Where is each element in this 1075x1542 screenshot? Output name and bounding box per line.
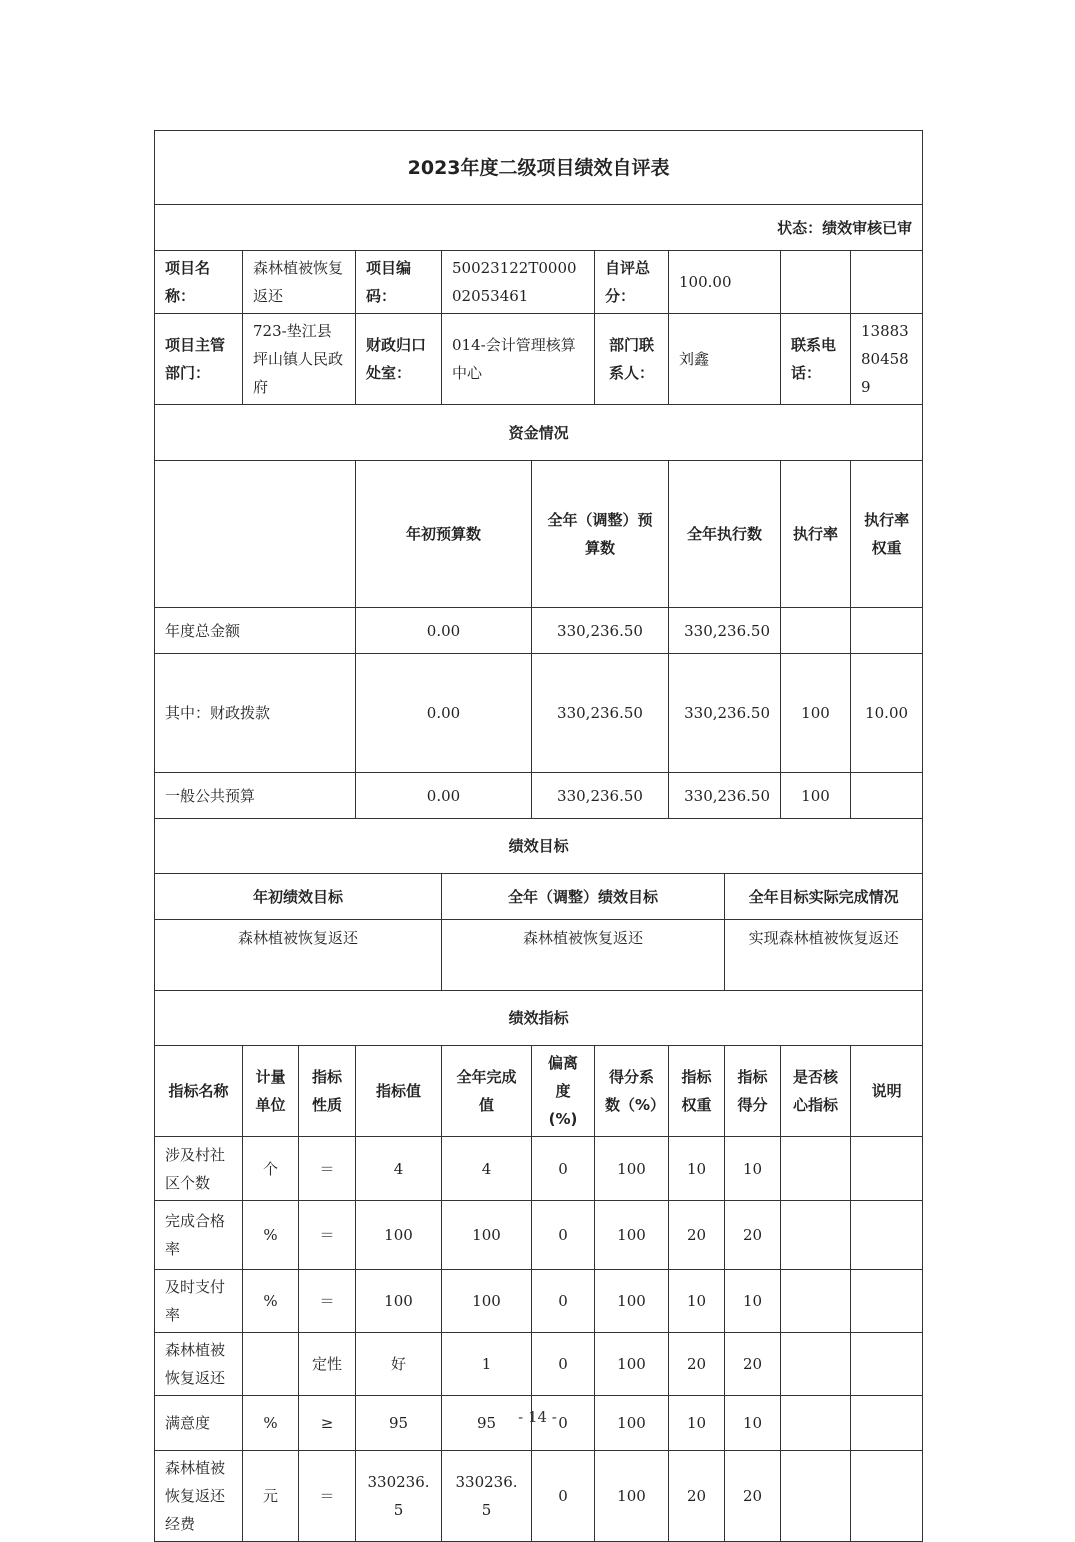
ind-deviation: 0 xyxy=(532,1137,595,1201)
funds-initial: 0.00 xyxy=(356,654,532,773)
ind-header-note: 说明 xyxy=(851,1046,923,1137)
finance-value: 014-会计管理核算中心 xyxy=(442,314,595,405)
table-row xyxy=(155,1333,923,1396)
ind-weight: 20 xyxy=(669,1201,725,1270)
ind-unit: % xyxy=(243,1396,299,1451)
funds-adjusted: 330,236.50 xyxy=(532,608,669,654)
ind-score: 20 xyxy=(725,1451,781,1542)
funds-initial: 0.00 xyxy=(356,608,532,654)
indicators-section-title: 绩效指标 xyxy=(155,991,923,1046)
ind-nature: ≥ xyxy=(299,1396,356,1451)
status-text: 状态：绩效审核已审 xyxy=(155,205,923,251)
ind-actual: 1 xyxy=(442,1333,532,1396)
ind-nature: ＝ xyxy=(299,1137,356,1201)
ind-nature: ＝ xyxy=(299,1201,356,1270)
ind-coef: 100 xyxy=(595,1201,669,1270)
ind-actual: 100 xyxy=(442,1201,532,1270)
ind-unit: % xyxy=(243,1270,299,1333)
ind-weight: 10 xyxy=(669,1270,725,1333)
ind-header-value: 指标值 xyxy=(356,1046,442,1137)
project-code-label: 项目编码： xyxy=(356,251,442,314)
contact-label: 部门联系人： xyxy=(595,314,669,405)
ind-coef: 100 xyxy=(595,1451,669,1542)
ind-header-nature: 指标性质 xyxy=(299,1046,356,1137)
ind-note xyxy=(851,1451,923,1542)
funds-header-executed: 全年执行数 xyxy=(669,461,781,608)
ind-header-coef: 得分系数（%） xyxy=(595,1046,669,1137)
ind-note xyxy=(851,1333,923,1396)
table-row xyxy=(155,1451,923,1542)
phone-label: 联系电话： xyxy=(781,314,851,405)
ind-weight: 10 xyxy=(669,1396,725,1451)
ind-nature: ＝ xyxy=(299,1270,356,1333)
project-code-value: 50023122T000002053461 xyxy=(442,251,595,314)
ind-name: 森林植被恢复返还 xyxy=(155,1333,243,1396)
ind-score: 10 xyxy=(725,1396,781,1451)
ind-header-name: 指标名称 xyxy=(155,1046,243,1137)
ind-deviation: 0 xyxy=(532,1451,595,1542)
project-name-label: 项目名称： xyxy=(155,251,243,314)
funds-rate: 100 xyxy=(781,773,851,819)
ind-coef: 100 xyxy=(595,1396,669,1451)
funds-weight xyxy=(851,773,923,819)
funds-header-rate: 执行率 xyxy=(781,461,851,608)
ind-unit: 元 xyxy=(243,1451,299,1542)
ind-header-unit: 计量单位 xyxy=(243,1046,299,1137)
ind-name: 森林植被恢复返还经费 xyxy=(155,1451,243,1542)
ind-value: 4 xyxy=(356,1137,442,1201)
ind-deviation: 0 xyxy=(532,1333,595,1396)
ind-actual: 330236.5 xyxy=(442,1451,532,1542)
funds-rate: 100 xyxy=(781,654,851,773)
ind-value: 100 xyxy=(356,1201,442,1270)
ind-value: 95 xyxy=(356,1396,442,1451)
ind-coef: 100 xyxy=(595,1270,669,1333)
ind-header-weight: 指标权重 xyxy=(669,1046,725,1137)
goal-actual-value: 实现森林植被恢复返还 xyxy=(725,920,923,991)
score-value: 100.00 xyxy=(669,251,781,314)
funds-executed: 330,236.50 xyxy=(669,608,781,654)
ind-note xyxy=(851,1201,923,1270)
goal-adjusted-value: 森林植被恢复返还 xyxy=(442,920,725,991)
goals-header-adjusted: 全年（调整）绩效目标 xyxy=(442,874,725,920)
ind-value: 好 xyxy=(356,1333,442,1396)
performance-evaluation-table xyxy=(154,130,923,1542)
ind-score: 10 xyxy=(725,1137,781,1201)
ind-core xyxy=(781,1333,851,1396)
ind-weight: 10 xyxy=(669,1137,725,1201)
project-name-value: 森林植被恢复返还 xyxy=(243,251,356,314)
goals-header-initial: 年初绩效目标 xyxy=(155,874,442,920)
table-row xyxy=(155,1137,923,1201)
ind-header-score: 指标得分 xyxy=(725,1046,781,1137)
ind-core xyxy=(781,1451,851,1542)
table-row xyxy=(155,1201,923,1270)
ind-value: 330236.5 xyxy=(356,1451,442,1542)
ind-deviation: 0 xyxy=(532,1201,595,1270)
goals-section-title: 绩效目标 xyxy=(155,819,923,874)
ind-value: 100 xyxy=(356,1270,442,1333)
ind-header-core: 是否核心指标 xyxy=(781,1046,851,1137)
page-number: - 14 - xyxy=(518,1408,557,1426)
phone-value: 13883804589 xyxy=(851,314,923,405)
funds-adjusted: 330,236.50 xyxy=(532,654,669,773)
ind-name: 涉及村社区个数 xyxy=(155,1137,243,1201)
ind-core xyxy=(781,1270,851,1333)
ind-score: 20 xyxy=(725,1201,781,1270)
funds-initial: 0.00 xyxy=(356,773,532,819)
ind-note xyxy=(851,1270,923,1333)
funds-section-title: 资金情况 xyxy=(155,405,923,461)
page-title: 2023年度二级项目绩效自评表 xyxy=(155,131,923,205)
ind-nature: ＝ xyxy=(299,1451,356,1542)
ind-coef: 100 xyxy=(595,1137,669,1201)
ind-weight: 20 xyxy=(669,1333,725,1396)
funds-header-weight: 执行率权重 xyxy=(851,461,923,608)
funds-row-label: 其中：财政拨款 xyxy=(155,654,356,773)
ind-actual: 95 xyxy=(442,1396,532,1451)
funds-weight: 10.00 xyxy=(851,654,923,773)
funds-header-adjusted: 全年（调整）预算数 xyxy=(532,461,669,608)
table-row xyxy=(155,608,923,654)
ind-score: 20 xyxy=(725,1333,781,1396)
contact-value: 刘鑫 xyxy=(669,314,781,405)
ind-actual: 4 xyxy=(442,1137,532,1201)
ind-unit xyxy=(243,1333,299,1396)
ind-coef: 100 xyxy=(595,1333,669,1396)
dept-label: 项目主管部门： xyxy=(155,314,243,405)
funds-row-label: 年度总金额 xyxy=(155,608,356,654)
empty-cell xyxy=(781,251,851,314)
ind-deviation: 0 xyxy=(532,1270,595,1333)
score-label: 自评总分： xyxy=(595,251,669,314)
ind-deviation: 0 xyxy=(532,1396,595,1451)
goals-header-actual: 全年目标实际完成情况 xyxy=(725,874,923,920)
ind-weight: 20 xyxy=(669,1451,725,1542)
ind-unit: 个 xyxy=(243,1137,299,1201)
funds-weight xyxy=(851,608,923,654)
funds-rate xyxy=(781,608,851,654)
ind-name: 完成合格率 xyxy=(155,1201,243,1270)
ind-note xyxy=(851,1137,923,1201)
table-row xyxy=(155,1270,923,1333)
funds-row-label: 一般公共预算 xyxy=(155,773,356,819)
ind-core xyxy=(781,1137,851,1201)
table-row xyxy=(155,773,923,819)
ind-name: 满意度 xyxy=(155,1396,243,1451)
ind-core xyxy=(781,1201,851,1270)
ind-score: 10 xyxy=(725,1270,781,1333)
ind-unit: % xyxy=(243,1201,299,1270)
ind-name: 及时支付率 xyxy=(155,1270,243,1333)
funds-header-blank xyxy=(155,461,356,608)
ind-header-actual: 全年完成值 xyxy=(442,1046,532,1137)
funds-adjusted: 330,236.50 xyxy=(532,773,669,819)
empty-cell xyxy=(851,251,923,314)
ind-nature: 定性 xyxy=(299,1333,356,1396)
funds-executed: 330,236.50 xyxy=(669,654,781,773)
ind-actual: 100 xyxy=(442,1270,532,1333)
funds-executed: 330,236.50 xyxy=(669,773,781,819)
ind-header-deviation: 偏离度(%) xyxy=(532,1046,595,1137)
table-row xyxy=(155,654,923,773)
dept-value: 723-垫江县坪山镇人民政府 xyxy=(243,314,356,405)
funds-header-initial: 年初预算数 xyxy=(356,461,532,608)
goal-initial-value: 森林植被恢复返还 xyxy=(155,920,442,991)
finance-label: 财政归口处室： xyxy=(356,314,442,405)
